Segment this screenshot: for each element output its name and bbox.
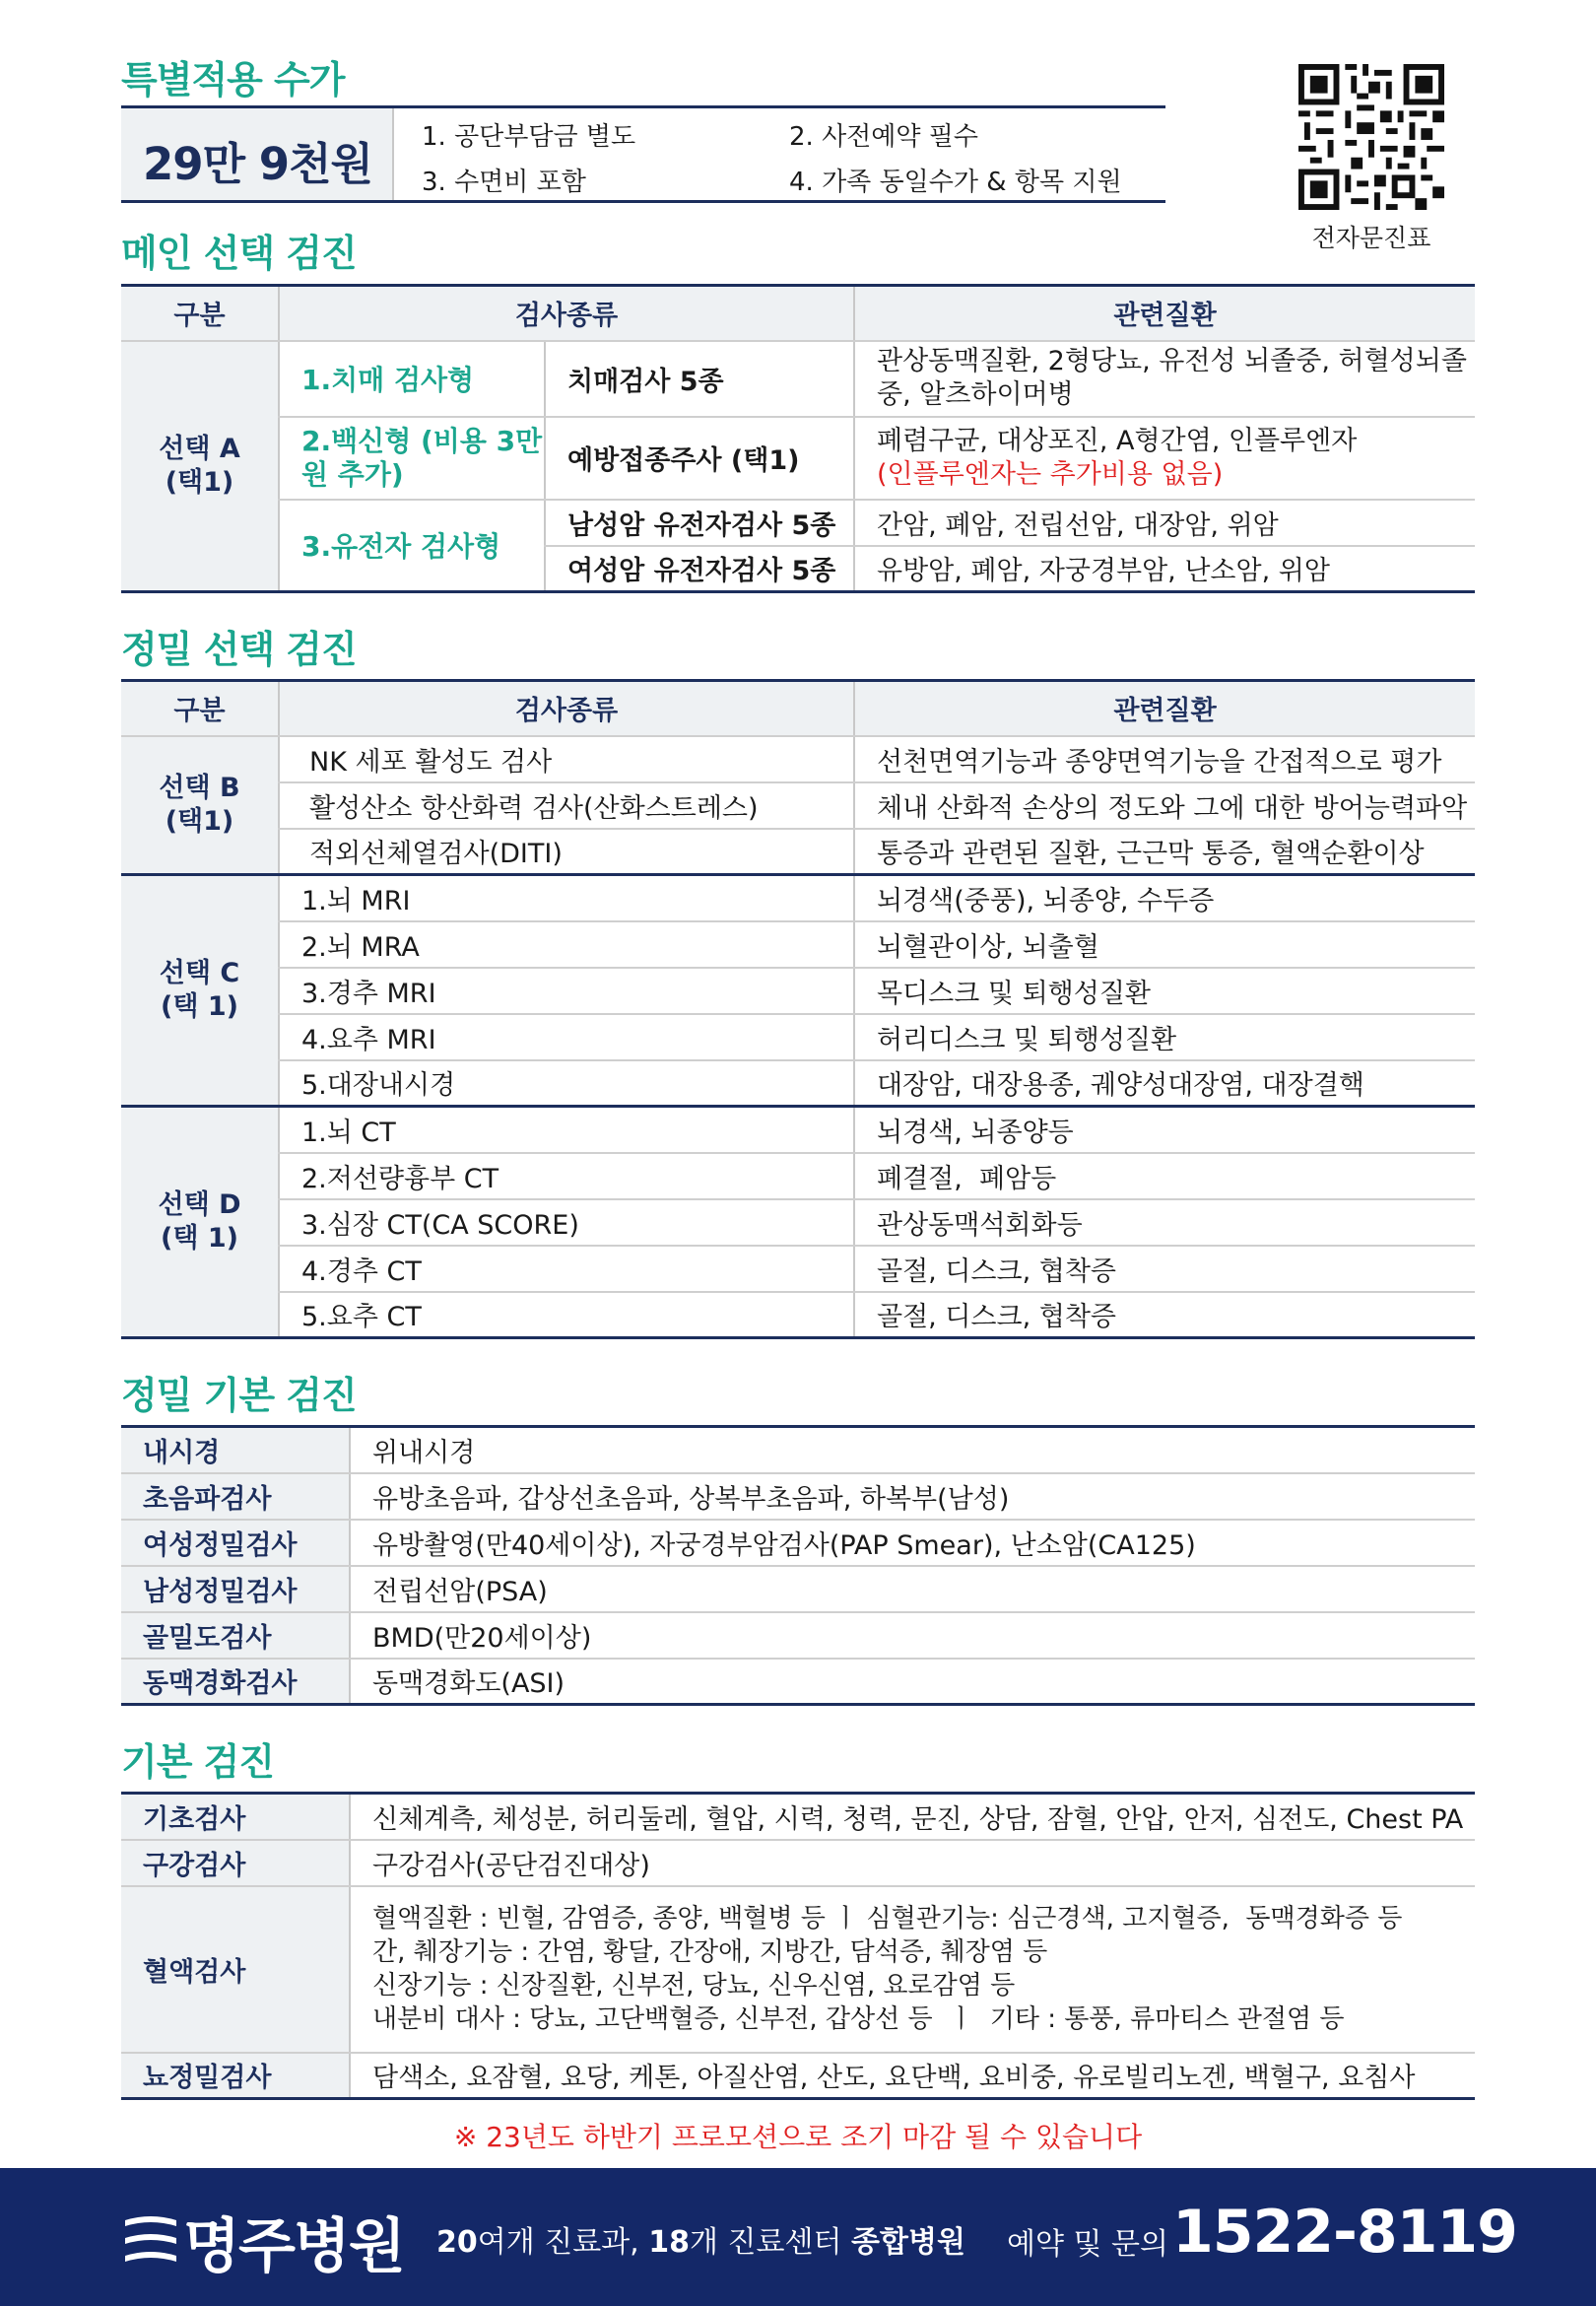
test-name: 4.경추 CT <box>279 1246 854 1292</box>
disease-note: (인플루엔자는 추가비용 없음) <box>877 458 1224 490</box>
desc-num-1: 20 <box>436 2225 478 2260</box>
col-header-group: 구분 <box>121 681 279 736</box>
row-value: 전립선암(PSA) <box>350 1566 1475 1612</box>
price-value: 29만 9천원 <box>143 138 373 190</box>
promo-note: ※ 23년도 하반기 프로모션으로 조기 마감 될 수 있습니다 <box>453 2121 1143 2153</box>
precision-basic-table <box>121 1425 1475 1706</box>
disease-text: 뇌경색(중풍), 뇌종양, 수두증 <box>854 875 1475 921</box>
group-label-a: 선택 A (택1) <box>121 341 279 592</box>
type-label: 1.치매 검사형 <box>279 341 545 417</box>
col-header-group: 구분 <box>121 286 279 341</box>
desc-text-1: 여개 진료과, <box>477 2225 649 2260</box>
row-value: BMD(만20세이상) <box>350 1612 1475 1659</box>
row-label: 기초검사 <box>121 1794 350 1840</box>
test-name: 남성암 유전자검사 5종 <box>545 500 854 546</box>
disease-text: 관상동맥질환, 2형당뇨, 유전성 뇌졸중, 허혈성뇌졸중, 알츠하이머병 <box>854 341 1475 417</box>
group-label-d: 선택 D (택 1) <box>121 1107 279 1338</box>
disease-text: 관상동맥석회화등 <box>854 1199 1475 1246</box>
footer-bar <box>0 2168 1596 2306</box>
disease-text: 골절, 디스크, 협착증 <box>854 1246 1475 1292</box>
test-name: 3.경추 MRI <box>279 968 854 1014</box>
desc-bold: 종합병원 <box>851 2225 965 2260</box>
main-select-title: 메인 선택 검진 <box>121 232 357 275</box>
row-value: 위내시경 <box>350 1427 1475 1473</box>
row-label: 여성정밀검사 <box>121 1520 350 1566</box>
col-header-disease: 관련질환 <box>854 286 1475 341</box>
row-label: 뇨정밀검사 <box>121 2053 350 2099</box>
note-2: 2. 사전예약 필수 <box>789 122 979 152</box>
type-label: 2.백신형 (비용 3만원 추가) <box>279 417 545 500</box>
row-value: 유방초음파, 갑상선초음파, 상복부초음파, 하복부(남성) <box>350 1473 1475 1520</box>
qr-code-icon[interactable] <box>1298 64 1444 210</box>
test-name: NK 세포 활성도 검사 <box>279 736 854 782</box>
test-name: 적외선체열검사(DITI) <box>279 829 854 875</box>
disease-text: 간암, 폐암, 전립선암, 대장암, 위암 <box>854 500 1475 546</box>
col-header-disease: 관련질환 <box>854 681 1475 736</box>
precision-basic-title: 정밀 기본 검진 <box>121 1374 357 1417</box>
row-value: 혈액질환 : 빈혈, 감염증, 종양, 백혈병 등 ㅣ 심혈관기능: 심근경색, 고지혈증, 동맥경화증 등 간, 췌장기능 : 간염, 황달, 간장애, 지방간, 담석증, 췌장염 등 신장기능 : 신장질환, 신부전, 당뇨, 신우신염, 요로감염 등 내분비 대사 : 당뇨, 고단백혈증, 신부전, 갑상선 등 ㅣ 기타 : 통풍, 류마티스 관절염 등 <box>350 1886 1475 2053</box>
row-label: 구강검사 <box>121 1840 350 1886</box>
row-value: 유방촬영(만40세이상), 자궁경부암검사(PAP Smear), 난소암(CA125) <box>350 1520 1475 1566</box>
disease-text: 폐렴구균, 대상포진, A형간염, 인플루엔자 <box>877 425 1358 456</box>
row-value: 동맥경화도(ASI) <box>350 1659 1475 1705</box>
row-value: 담색소, 요잠혈, 요당, 케톤, 아질산염, 산도, 요단백, 요비중, 유로빌리노겐, 백혈구, 요침사 <box>350 2053 1475 2099</box>
row-value: 구강검사(공단검진대상) <box>350 1840 1475 1886</box>
row-label: 초음파검사 <box>121 1473 350 1520</box>
test-name: 1.뇌 CT <box>279 1107 854 1153</box>
row-label: 남성정밀검사 <box>121 1566 350 1612</box>
test-name: 치매검사 5종 <box>545 341 854 417</box>
test-name: 3.심장 CT(CA SCORE) <box>279 1199 854 1246</box>
basic-title: 기본 검진 <box>121 1740 275 1784</box>
precision-select-title: 정밀 선택 검진 <box>121 628 357 671</box>
test-name: 예방접종주사 (택1) <box>545 417 854 500</box>
row-value: 신체계측, 체성분, 허리둘레, 혈압, 시력, 청력, 문진, 상담, 잠혈, 안압, 안저, 심전도, Chest PA <box>350 1794 1475 1840</box>
group-label-c: 선택 C (택 1) <box>121 875 279 1107</box>
contact-label: 예약 및 문의 <box>1007 2227 1168 2262</box>
type-label: 3.유전자 검사형 <box>279 500 545 592</box>
test-name: 여성암 유전자검사 5종 <box>545 546 854 592</box>
qr-label: 전자문진표 <box>1311 224 1431 252</box>
hospital-desc <box>436 2217 965 2261</box>
row-label: 골밀도검사 <box>121 1612 350 1659</box>
special-price-title: 특별적용 수가 <box>121 58 345 102</box>
test-name: 4.요추 MRI <box>279 1014 854 1060</box>
disease-cell <box>854 417 1475 500</box>
disease-text: 폐결절, 폐암등 <box>854 1153 1475 1199</box>
row-label: 동맥경화검사 <box>121 1659 350 1705</box>
test-name: 5.요추 CT <box>279 1292 854 1338</box>
basic-table <box>121 1792 1475 2100</box>
row-label: 내시경 <box>121 1427 350 1473</box>
disease-text: 뇌혈관이상, 뇌출혈 <box>854 921 1475 968</box>
test-name: 활성산소 항산화력 검사(산화스트레스) <box>279 782 854 829</box>
desc-text-2: 개 진료센터 <box>690 2225 851 2260</box>
desc-num-2: 18 <box>648 2225 691 2260</box>
disease-text: 골절, 디스크, 협착증 <box>854 1292 1475 1338</box>
disease-text: 유방암, 폐암, 자궁경부암, 난소암, 위암 <box>854 546 1475 592</box>
col-header-test: 검사종류 <box>279 681 854 736</box>
hospital-logo-icon <box>121 2212 180 2270</box>
special-price-box <box>121 105 1165 203</box>
col-header-test: 검사종류 <box>279 286 854 341</box>
test-name: 5.대장내시경 <box>279 1060 854 1107</box>
disease-text: 체내 산화적 손상의 정도와 그에 대한 방어능력파악 <box>854 782 1475 829</box>
disease-text: 목디스크 및 퇴행성질환 <box>854 968 1475 1014</box>
note-4: 4. 가족 동일수가 & 항목 지원 <box>789 168 1122 197</box>
note-3: 3. 수면비 포함 <box>422 168 586 197</box>
note-1: 1. 공단부담금 별도 <box>422 122 636 152</box>
test-name: 2.뇌 MRA <box>279 921 854 968</box>
test-name: 2.저선량흉부 CT <box>279 1153 854 1199</box>
disease-text: 통증과 관련된 질환, 근근막 통증, 혈액순환이상 <box>854 829 1475 875</box>
disease-text: 대장암, 대장용종, 궤양성대장염, 대장결핵 <box>854 1060 1475 1107</box>
test-name: 1.뇌 MRI <box>279 875 854 921</box>
precision-select-table <box>121 679 1475 1339</box>
disease-text: 뇌경색, 뇌종양등 <box>854 1107 1475 1153</box>
row-label: 혈액검사 <box>121 1886 350 2053</box>
phone-number[interactable]: 1522-8119 <box>1172 2198 1517 2267</box>
disease-text: 허리디스크 및 퇴행성질환 <box>854 1014 1475 1060</box>
hospital-name: 명주병원 <box>183 2212 404 2281</box>
disease-text: 선천면역기능과 종양면역기능을 간접적으로 평가 <box>854 736 1475 782</box>
main-select-table <box>121 284 1475 593</box>
group-label-b: 선택 B (택1) <box>121 736 279 875</box>
